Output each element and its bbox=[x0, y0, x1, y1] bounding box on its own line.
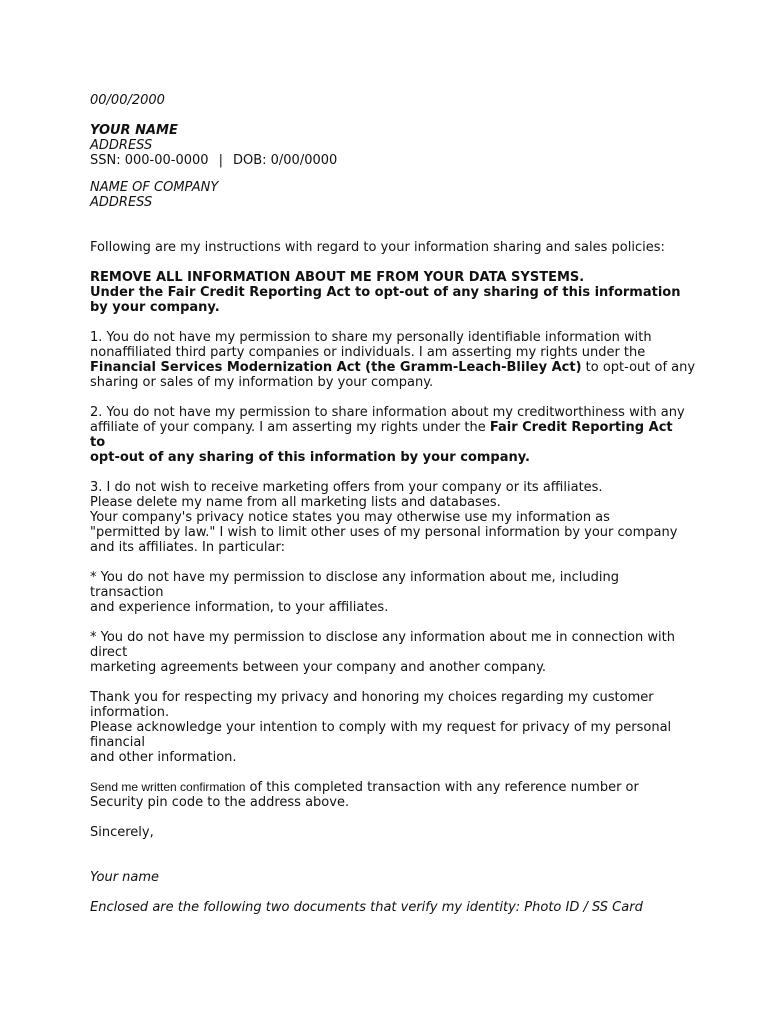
sender-dob: DOB: 0/00/0000 bbox=[232, 153, 338, 168]
bullet2-line-3: marketing agreements between your company and another company. bbox=[90, 660, 547, 675]
id-separator: | bbox=[218, 153, 223, 168]
sender-address: ADDRESS bbox=[90, 138, 153, 153]
para2-line-4: opt-out of any sharing of this information by your company. bbox=[90, 450, 530, 465]
para1-line-3 bbox=[90, 360, 696, 375]
para2-line-3: to bbox=[90, 435, 106, 450]
sender-ids bbox=[90, 153, 690, 168]
letter-date: 00/00/2000 bbox=[90, 93, 165, 108]
glba-act: Financial Services Modernization Act (the Gramm-Leach-Bliley Act) bbox=[90, 360, 582, 375]
para1-line-4: sharing or sales of my information by your company. bbox=[90, 375, 434, 390]
headline-line-2: Under the Fair Credit Reporting Act to opt-out of any sharing of this information bbox=[90, 285, 681, 300]
recipient-address: ADDRESS bbox=[90, 195, 153, 210]
enclosure-note: Enclosed are the following two documents that verify my identity: Photo ID / SS Card bbox=[90, 900, 643, 915]
closing: Sincerely, bbox=[90, 825, 154, 840]
confirm-small-text: Send me written confirmation bbox=[90, 780, 246, 794]
signature-name: Your name bbox=[90, 870, 160, 885]
para2-line-2-text: affiliate of your company. I am asserting my rights under the bbox=[90, 420, 490, 435]
letter-page bbox=[90, 93, 696, 915]
para3-line-4: "permitted by law." I wish to limit other uses of my personal information by your company bbox=[90, 525, 678, 540]
para3-line-1: 3. I do not wish to receive marketing offers from your company or its affiliates. bbox=[90, 480, 603, 495]
intro-line: Following are my instructions with regard to your information sharing and sales policies: bbox=[90, 240, 665, 255]
thanks-line-5: and other information. bbox=[90, 750, 237, 765]
para2-line-1: 2. You do not have my permission to share information about my creditworthiness with any bbox=[90, 405, 685, 420]
thanks-line-2: information. bbox=[90, 705, 170, 720]
fcra-act: Fair Credit Reporting Act bbox=[489, 420, 673, 435]
confirm-line-1-rest: of this completed transaction with any reference number or bbox=[245, 780, 639, 795]
thanks-line-3: Please acknowledge your intention to comply with my request for privacy of my personal bbox=[90, 720, 672, 735]
confirm-line-2: Security pin code to the address above. bbox=[90, 795, 350, 810]
bullet1-line-1: * You do not have my permission to disclose any information about me, including bbox=[90, 570, 619, 585]
sender-name: YOUR NAME bbox=[90, 123, 178, 138]
bullet1-line-3: and experience information, to your affiliates. bbox=[90, 600, 389, 615]
recipient-company: NAME OF COMPANY bbox=[90, 180, 219, 195]
para3-line-5: and its affiliates. In particular: bbox=[90, 540, 285, 555]
confirm-line-1 bbox=[90, 780, 690, 795]
bullet2-line-2: direct bbox=[90, 645, 128, 660]
sender-ssn: SSN: 000-00-0000 bbox=[90, 153, 209, 168]
bullet2-line-1: * You do not have my permission to disclose any information about me in connection with bbox=[90, 630, 675, 645]
headline-line-3: by your company. bbox=[90, 300, 220, 315]
para2-line-2 bbox=[90, 420, 690, 435]
para3-line-2: Please delete my name from all marketing lists and databases. bbox=[90, 495, 501, 510]
bullet1-line-2: transaction bbox=[90, 585, 164, 600]
thanks-line-4: financial bbox=[90, 735, 145, 750]
thanks-line-1: Thank you for respecting my privacy and honoring my choices regarding my customer bbox=[90, 690, 654, 705]
para3-line-3: Your company's privacy notice states you may otherwise use my information as bbox=[90, 510, 610, 525]
para1-line-2: nonaffiliated third party companies or individuals. I am asserting my rights under the bbox=[90, 345, 646, 360]
para1-line-3-rest: to opt-out of any bbox=[581, 360, 696, 375]
para1-line-1: 1. You do not have my permission to share my personally identifiable information with bbox=[90, 330, 652, 345]
headline-line-1: REMOVE ALL INFORMATION ABOUT ME FROM YOUR DATA SYSTEMS. bbox=[90, 270, 585, 285]
